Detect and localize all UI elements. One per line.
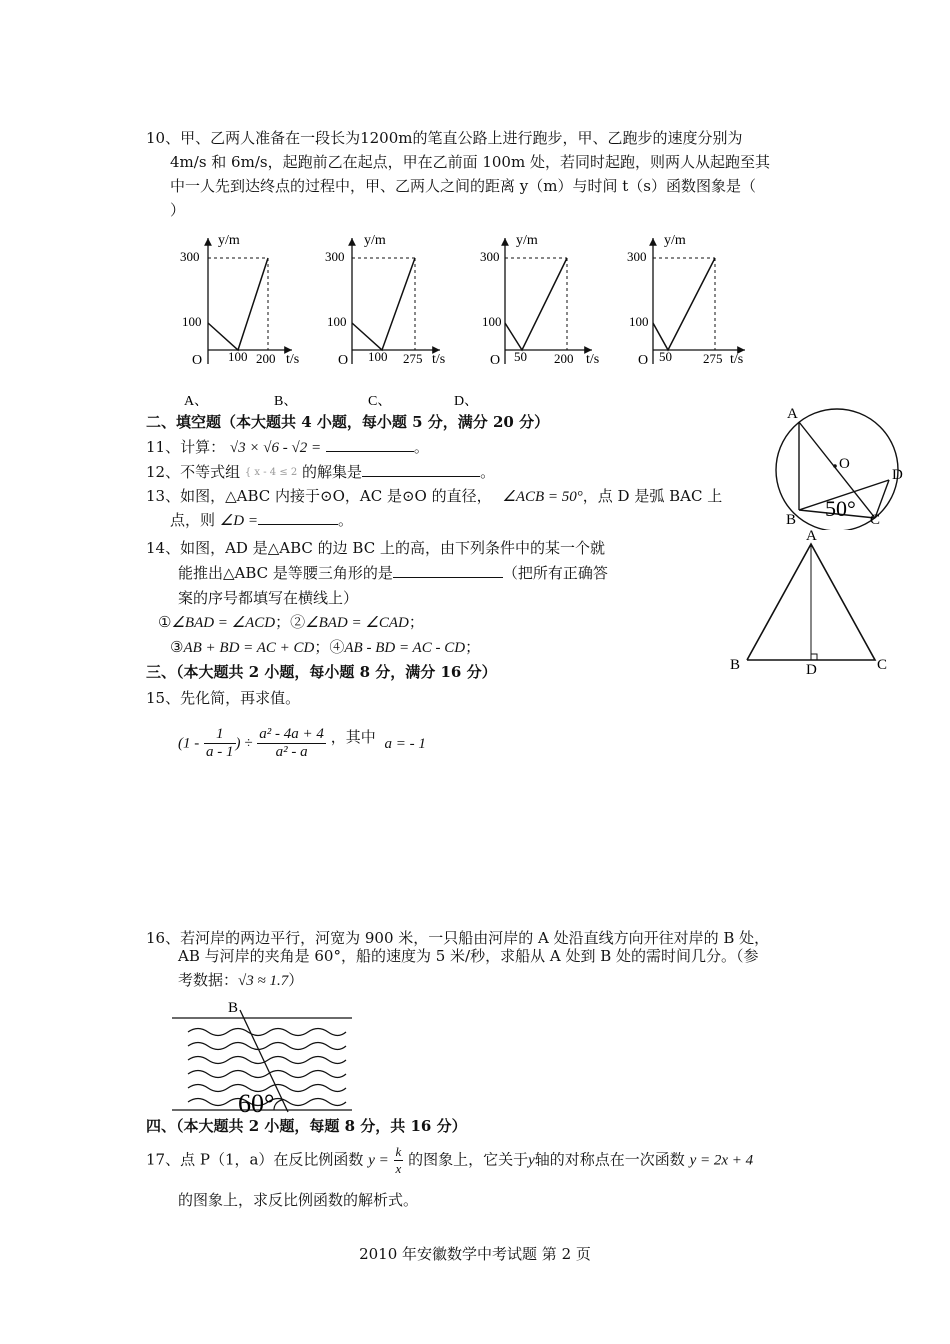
q14-line2-text: 能推出△ABC 是等腰三角形的是 [178, 564, 393, 582]
graph-c-origin: O [490, 353, 501, 368]
q14-line3: 案的序号都填写在横线上） [178, 589, 359, 607]
graph-a-ylabel: y/m [218, 233, 240, 248]
q14-choices-row2 [170, 635, 480, 660]
triangle-label-c: C [877, 657, 888, 673]
graph-a [180, 233, 299, 409]
graph-b [274, 233, 445, 409]
q11-answer-blank[interactable] [326, 435, 414, 452]
q11-prefix: 11、计算： [146, 438, 226, 456]
graph-a-y300: 300 [180, 249, 200, 264]
q12-end: 。 [480, 463, 496, 481]
circle-angle-50: 50° [825, 496, 856, 521]
q15-f1-num: 1 [204, 726, 236, 744]
q17-fraction [394, 1144, 404, 1177]
q12-prefix: 12、不等式组 [146, 463, 241, 481]
circle-figure [765, 400, 915, 530]
q12-answer-blank[interactable] [362, 460, 480, 477]
q17-y-eq: y = [368, 1152, 389, 1169]
graph-a-x1: 100 [228, 349, 248, 364]
q14-line2 [178, 561, 608, 585]
q13-line2 [170, 508, 353, 533]
circle-label-o: O [839, 456, 850, 472]
graph-d-y100: 100 [629, 314, 649, 329]
q16-ref-text: 考数据： [178, 971, 239, 989]
option-a: A、 [184, 394, 209, 409]
q13-text: 13、如图，△ABC 内接于⊙O，AC 是⊙O 的直径， [146, 487, 492, 505]
q14-answer-blank[interactable] [393, 561, 503, 578]
q14-choice1: ∠BAD = ∠ACD [171, 615, 276, 631]
q14-choice3: AB + BD = AC + CD [183, 640, 315, 656]
q17-k: k [395, 1144, 402, 1159]
triangle-label-d: D [806, 662, 817, 678]
q15-fraction2 [257, 726, 326, 761]
graph-b-x1: 100 [368, 349, 388, 364]
q15-value: a = - 1 [384, 735, 426, 752]
river-figure [170, 996, 360, 1118]
q15-f2-den: a² - a [275, 744, 308, 760]
q14-choice2-mark: ；② [275, 613, 306, 631]
q14-choice1-mark: ① [158, 613, 172, 631]
q16-ref-value: √3 ≈ 1.7 [238, 973, 289, 989]
graph-c-x1: 50 [514, 349, 527, 364]
triangle-label-b: B [730, 657, 741, 673]
q15-f2-num: a² - 4a + 4 [259, 726, 324, 742]
section4-heading: 四、（本大题共 2 小题，每题 8 分，共 16 分） [146, 1117, 467, 1135]
q15-expression [178, 726, 426, 761]
circle-label-b: B [786, 512, 797, 528]
q14-choice4: AB - BD = AC - CD [344, 640, 466, 656]
q13-line1 [146, 484, 722, 509]
graph-b-y100: 100 [327, 314, 347, 329]
q13-end: 。 [337, 511, 353, 529]
q13-answer-blank[interactable] [258, 508, 338, 525]
q16-ref-end: ） [288, 971, 304, 989]
q15-f1-den: a - 1 [206, 744, 234, 760]
q11-end: 。 [413, 438, 429, 456]
graph-b-y300: 300 [325, 249, 345, 264]
q14-line1: 14、如图，AD 是△ABC 的边 BC 上的高，由下列条件中的某一个就 [146, 539, 605, 557]
q17-y-axis: y [528, 1152, 535, 1169]
q17-linear: y = 2x + 4 [689, 1152, 754, 1169]
option-d: D、 [454, 394, 479, 409]
q14-choice3-mark: ③ [170, 638, 184, 656]
q17-text-c: 轴的对称点在一次函数 [534, 1150, 685, 1169]
q17-x: x [395, 1161, 402, 1176]
graph-d-x2: 275 [703, 351, 723, 366]
graph-b-origin: O [338, 353, 349, 368]
q10-line1: 10、甲、乙两人准备在一段长为1200m的笔直公路上进行跑步，甲、乙跑步的速度分别为 [146, 129, 743, 147]
river-angle-60: 60° [238, 1089, 275, 1118]
q14-choice2-end: ； [408, 613, 424, 631]
circle-label-a: A [787, 406, 798, 422]
q13-angle-d: ∠D = [219, 513, 258, 529]
page-footer: 2010 年安徽数学中考试题 第 2 页 [359, 1245, 591, 1263]
q14-line2-hint: （把所有正确答 [502, 564, 608, 582]
q14-choice4-mark: ；④ [314, 638, 345, 656]
graph-b-x2: 275 [403, 351, 423, 366]
q11-expression: √3 × √6 - √2 = [229, 440, 322, 456]
q14-choice4-end: ； [465, 638, 481, 656]
triangle-figure [725, 524, 895, 680]
graph-a-xlabel: t/s [286, 352, 300, 367]
q12 [146, 460, 495, 485]
graph-c [368, 233, 599, 409]
circle-label-d: D [892, 467, 903, 483]
q13-text-end: ，点 D 是弧 BAC 上 [582, 487, 723, 505]
q15-where: ，其中 [330, 728, 376, 746]
q10-line2: 4m/s 和 6m/s，起跑前乙在起点，甲在乙前面 100m 处，若同时起跑，则两人从起跑至其 [170, 153, 770, 171]
q17-text-a: 17、点 P（1，a）在反比例函数 [146, 1150, 364, 1169]
graph-a-y100: 100 [182, 314, 202, 329]
graph-a-x2: 200 [256, 351, 276, 366]
graph-d-y300: 300 [627, 249, 647, 264]
q14-choice2: ∠BAD = ∠CAD [305, 615, 409, 631]
q17-line2: 的图象上，求反比例函数的解析式。 [178, 1191, 419, 1209]
q12-suffix: 的解集是 [302, 463, 363, 481]
section3-heading: 三、（本大题共 2 小题，每小题 8 分，满分 16 分） [146, 663, 497, 681]
q12-inequality-system: { x - 4 ≤ 2 [244, 467, 298, 478]
q10-line4: ） [170, 201, 186, 219]
q11 [146, 435, 429, 460]
graph-d-x1: 50 [659, 349, 672, 364]
river-label-b: B [228, 1000, 239, 1016]
graph-c-x2: 200 [554, 351, 574, 366]
graph-b-ylabel: y/m [364, 233, 386, 248]
q16-line3 [178, 968, 303, 993]
q15-open: (1 - [178, 735, 200, 752]
graph-c-ylabel: y/m [516, 233, 538, 248]
q17-text-b: 的图象上，它关于 [408, 1150, 529, 1169]
q16-line1: 16、若河岸的两边平行，河宽为 900 米，一只船由河岸的 A 处沿直线方向开往对岸的 B 处， [146, 929, 770, 947]
graph-d-xlabel: t/s [730, 352, 744, 367]
q14-choices-row1 [158, 610, 424, 635]
option-b: B、 [274, 394, 298, 409]
graph-c-y100: 100 [482, 314, 502, 329]
q10-line3: 中一人先到达终点的过程中，甲、乙两人之间的距离 y（m）与时间 t（s）函数图象是（ [170, 177, 756, 195]
section2-heading: 二、填空题（本大题共 4 小题，每小题 5 分，满分 20 分） [146, 413, 550, 431]
q15-div: ) ÷ [235, 735, 253, 752]
graph-a-origin: O [192, 353, 203, 368]
option-c: C、 [368, 394, 392, 409]
graph-d-origin: O [638, 353, 649, 368]
q15-fraction1 [204, 726, 236, 761]
graph-c-xlabel: t/s [586, 352, 600, 367]
circle-label-c: C [870, 512, 881, 528]
graph-c-y300: 300 [480, 249, 500, 264]
graph-b-xlabel: t/s [432, 352, 446, 367]
q13-point-text: 点，则 [170, 511, 216, 529]
q10-graphs [170, 228, 780, 413]
q16-line2: AB 与河岸的夹角是 60°，船的速度为 5 米/秒，求船从 A 处到 B 处的需时间几分。（参 [178, 947, 759, 965]
q17-line1 [146, 1144, 753, 1177]
graph-d-ylabel: y/m [664, 233, 686, 248]
triangle-label-a: A [806, 528, 817, 544]
q13-angle: ∠ACB = 50° [502, 489, 583, 505]
q15-title: 15、先化简，再求值。 [146, 689, 301, 707]
